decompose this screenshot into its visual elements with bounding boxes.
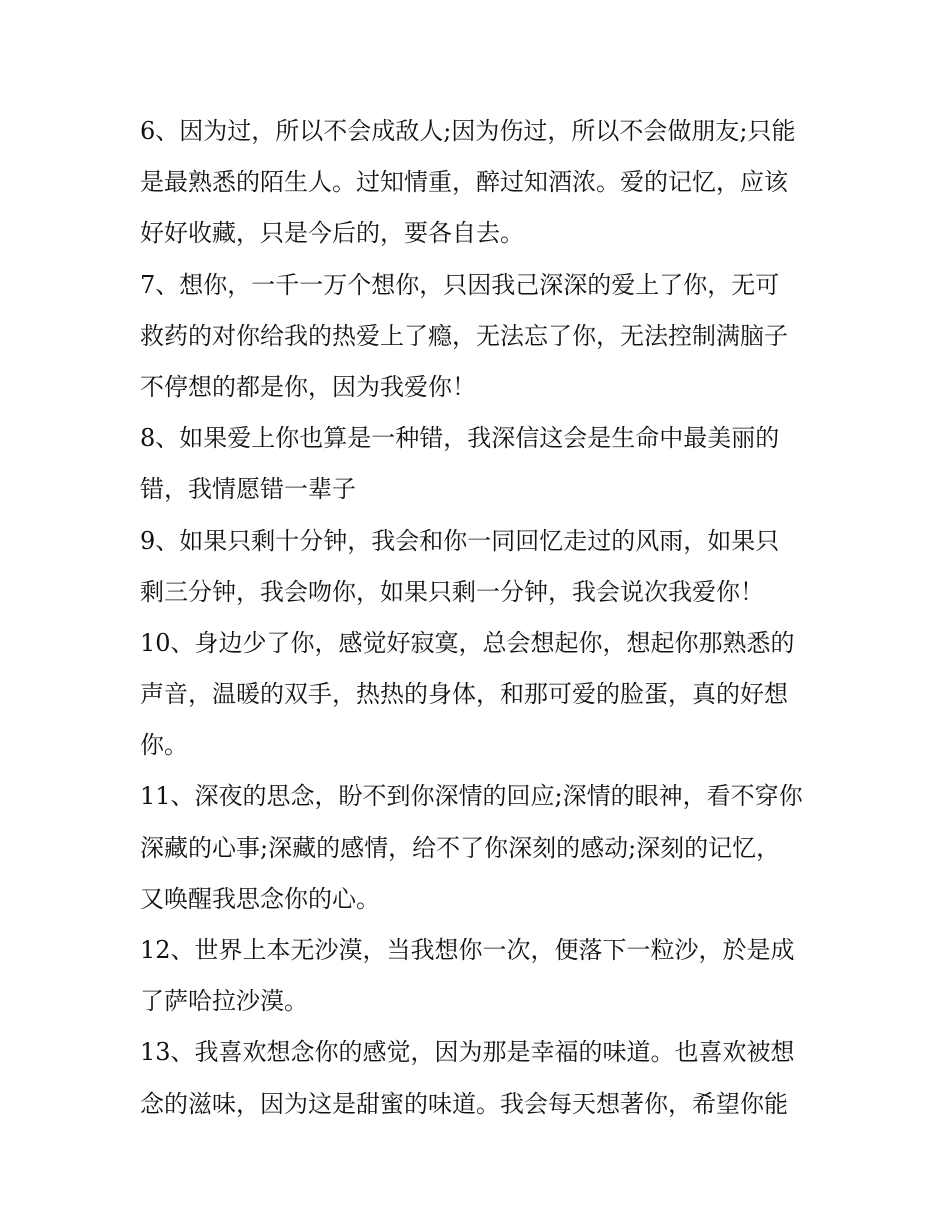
text-line: 好好收藏，只是今后的，要各自去。 <box>140 219 524 248</box>
text-line: 9、如果只剩十分钟，我会和你一同回忆走过的风雨，如果只 <box>140 526 780 555</box>
text-line: 12、世界上本无沙漠，当我想你一次，便落下一粒沙，於是成 <box>140 936 795 964</box>
text-line: 错，我情愿错一辈子 <box>140 475 356 504</box>
text-line: 8、如果爱上你也算是一种错，我深信这会是生命中最美丽的 <box>140 424 780 453</box>
text-line: 6、因为过，所以不会成敌人;因为伤过，所以不会做朋友;只能 <box>140 117 796 145</box>
text-line: 7、想你，一千一万个想你，只因我己深深的爱上了你，无可 <box>140 270 780 299</box>
text-line: 念的滋味，因为这是甜蜜的味道。我会每天想著你，希望你能 <box>140 1089 788 1118</box>
text-line: 深藏的心事;深藏的感情，给不了你深刻的感动;深刻的记忆， <box>140 833 781 862</box>
text-line: 10、身边少了你，感觉好寂寞，总会想起你，想起你那熟悉的 <box>140 628 795 657</box>
document-body <box>140 106 820 1130</box>
text-line: 是最熟悉的陌生人。过知情重，醉过知酒浓。爱的记忆，应该 <box>140 168 788 197</box>
text-line: 剩三分钟，我会吻你，如果只剩一分钟，我会说次我爱你！ <box>140 577 764 606</box>
text-line: 救药的对你给我的热爱上了瘾，无法忘了你，无法控制满脑子 <box>140 321 788 350</box>
text-line: 13、我喜欢想念你的感觉，因为那是幸福的味道。也喜欢被想 <box>140 1038 795 1067</box>
text-line: 你。 <box>140 731 188 760</box>
text-line: 又唤醒我思念你的心。 <box>140 884 380 913</box>
text-line: 不停想的都是你，因为我爱你！ <box>140 372 476 401</box>
text-line: 11、深夜的思念，盼不到你深情的回应;深情的眼神，看不穿你 <box>140 782 803 811</box>
text-line: 了萨哈拉沙漠。 <box>140 987 308 1016</box>
text-line: 声音，温暖的双手，热热的身体，和那可爱的脸蛋，真的好想 <box>140 680 788 709</box>
